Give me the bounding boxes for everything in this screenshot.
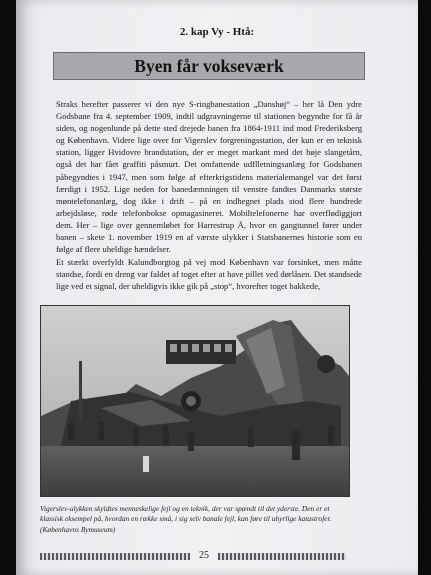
footer-stripe-right xyxy=(218,553,346,560)
section-title: Byen får vokseværk xyxy=(53,52,365,80)
paragraph-2: Et stærkt overfyldt Kalundborgtog på vej mod København var forsinket, men måtte standse, fordi en dreng var faldet af toget efter at have pillet ved dørlåsen. Det standsede lige ved et signal, der uheldigvis ikke gik på „stop“, hvorefter toget bakkede, xyxy=(56,257,362,292)
accident-photo xyxy=(40,305,350,497)
chapter-heading: 2. kap Vy - Htå: xyxy=(179,26,255,38)
body-text xyxy=(56,98,362,293)
page-number: 25 xyxy=(199,550,209,561)
paragraph-1: Straks herefter passerer vi den nye S-ringbanestation „Danshøj“ – her lå Den ydre Godsbane fra 4. september 1909, indtil udgravningerne til stationen begyndte for få år siden, og nogenlunde på dette sted drejede banen fra 1864-1911 ind mod Frederiksberg og København. Videre lige over for Vigerslev forgreningsstation, der kun er en teknisk station, ligger Hvidovre brandstation, der er meget markant med det høje slangetårn, også det har fået graffiti påsmurt. Det omfattende udflletningsanlæg for Godsbanen påbegyndtes i 1947, men som følge af efterkrigstidens materialemangel var det først færdigt i 1952. Lige neden for banedæmningen til venstre fandtes Danmarks største møntelefonanlæg, dog ikke i drift – på en indhegnet plads stod flere hundrede arbejdsløse, røde telefonbokse opmagasineret. Mobiltelefonerne har overflødiggjort dem. Her – lige over gennemløbet for Harrestrup Å, hvor en gangtunnel fører under banen – skete 1. november 1919 en af værste ulykker i Statsbanernes historie som en følge af flere uheldige hændelser. xyxy=(56,99,362,255)
photo-caption: Vigerslev-ulykken skyldtes menneskelige fejl og en teknik, der var spændt til det yderste. Den er et klassisk eksempel på, hvordan en række små, i sig selv banale fejl, kan føre til uhyrlige katastrofer. (Københavns Bymuseum) xyxy=(40,504,332,534)
page-footer xyxy=(0,550,431,562)
footer-stripe-left xyxy=(40,553,190,560)
